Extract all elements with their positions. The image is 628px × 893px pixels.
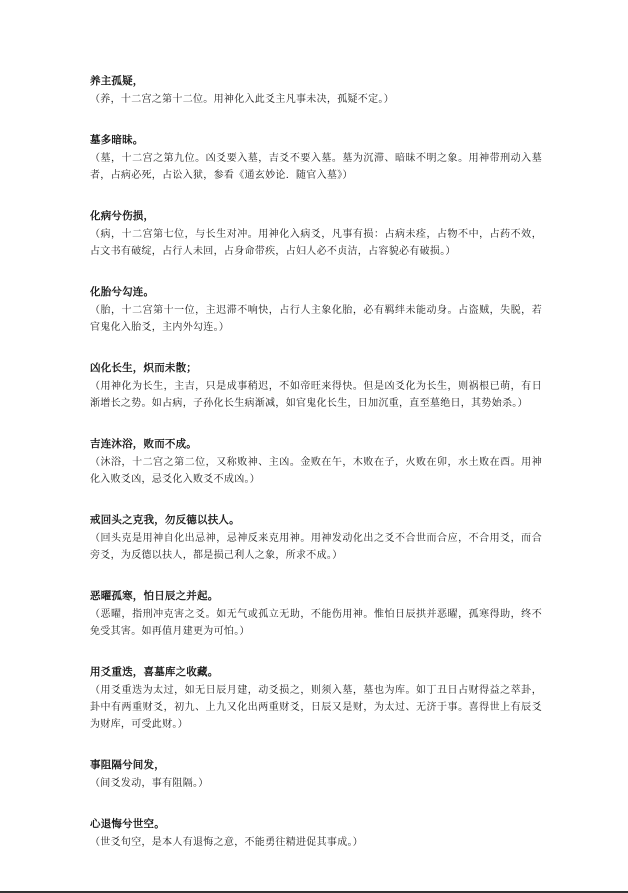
entry-heading: 墓多暗昧。 (90, 134, 144, 146)
entry-note: （墓，十二宫之第九位。凶爻要入墓，吉爻不要入墓。墓为沉滞、暗昧不明之象。用神带刑动入墓者，占病必死，占讼入狱，参看《通玄妙论．随官入墓》） (90, 153, 542, 181)
entry-heading: 凶化长生，炽而未散； (90, 362, 197, 374)
entry-heading: 戒回头之克我，勿反德以扶人。 (90, 514, 240, 526)
entry-heading: 事阻隔兮间发， (90, 759, 165, 771)
entry-note: （间爻发动，事有阻隔。） (90, 778, 209, 789)
entry-tuihui (90, 817, 542, 851)
entry-eyao (90, 589, 542, 640)
entry-note: （病，十二宫第七位，与长生对冲。用神化入病爻，凡事有损：占病未痊，占物不中，占药不效，占文书有破绽，占行人未回，占身命带疾，占妇人必不贞洁，占容貌必有破损。） (90, 229, 542, 257)
entry-changsheng (90, 361, 542, 412)
entry-chongdie (90, 665, 542, 733)
entry-note: （世爻旬空，是本人有退悔之意，不能勇往精进促其事成。） (90, 837, 364, 848)
entry-heading: 心退悔兮世空。 (90, 818, 165, 830)
entry-heading: 吉连沐浴，败而不成。 (90, 438, 197, 450)
entry-note: （养，十二宫之第十二位。用神化入此爻主凡事未决，孤疑不定。） (90, 94, 394, 105)
entry-huitou (90, 513, 542, 564)
entry-note: （恶曜，指刑冲克害之爻。如无气或孤立无助，不能伤用神。惟怕日辰拱并恶曜，孤寒得助，终不免受其害。如再值月建更为可怕。） (90, 609, 542, 637)
entry-note: （用爻重迭为太过，如无日辰月建，动爻损之，则须入墓，墓也为库。如丁丑日占财得益之萃卦，卦中有两重财爻，初九、上九又化出两重财爻，日辰又是财，为太过、无济于事。喜得世上有辰爻为财库，可受此财。） (90, 685, 542, 730)
entry-heading: 用爻重迭，喜墓库之收藏。 (90, 666, 219, 678)
entry-tai (90, 285, 542, 336)
entry-heading: 化胎兮勾连。 (90, 286, 155, 298)
entry-note: （胎，十二宫第十一位，主迟滞不响快，占行人主象化胎，必有羁绊未能动身。占盗贼，失脱，若官鬼化入胎爻，主内外勾连。） (90, 305, 542, 333)
entry-yang (90, 74, 542, 108)
entry-bing (90, 209, 542, 260)
entry-heading: 养主孤疑， (90, 75, 144, 87)
document-body (90, 74, 542, 876)
entry-note: （回头克是用神自化出忌神，忌神反来克用神。用神发动化出之爻不合世而合应，不合用爻，而合旁爻，为反德以扶人，都是损己利人之象，所求不成。） (90, 533, 542, 561)
entry-note: （用神化为长生，主吉，只是成事稍迟，不如帝旺来得快。但是凶爻化为长生，则祸根已萌，有日渐增长之势。如占病，子孙化长生病渐减，如官鬼化长生，日加沉重，直至墓绝日，其势始杀。） (90, 381, 542, 409)
entry-heading: 恶曜孤寒，怕日辰之并起。 (90, 590, 219, 602)
entry-muyu (90, 437, 542, 488)
entry-zuge (90, 758, 542, 792)
entry-mu (90, 133, 542, 184)
entry-note: （沐浴，十二宫之第二位，又称败神、主凶。金败在午，木败在子，火败在卯，水土败在酉。用神化入败爻凶，忌爻化入败爻不成凶。） (90, 457, 542, 485)
entry-heading: 化病兮伤损， (90, 210, 155, 222)
